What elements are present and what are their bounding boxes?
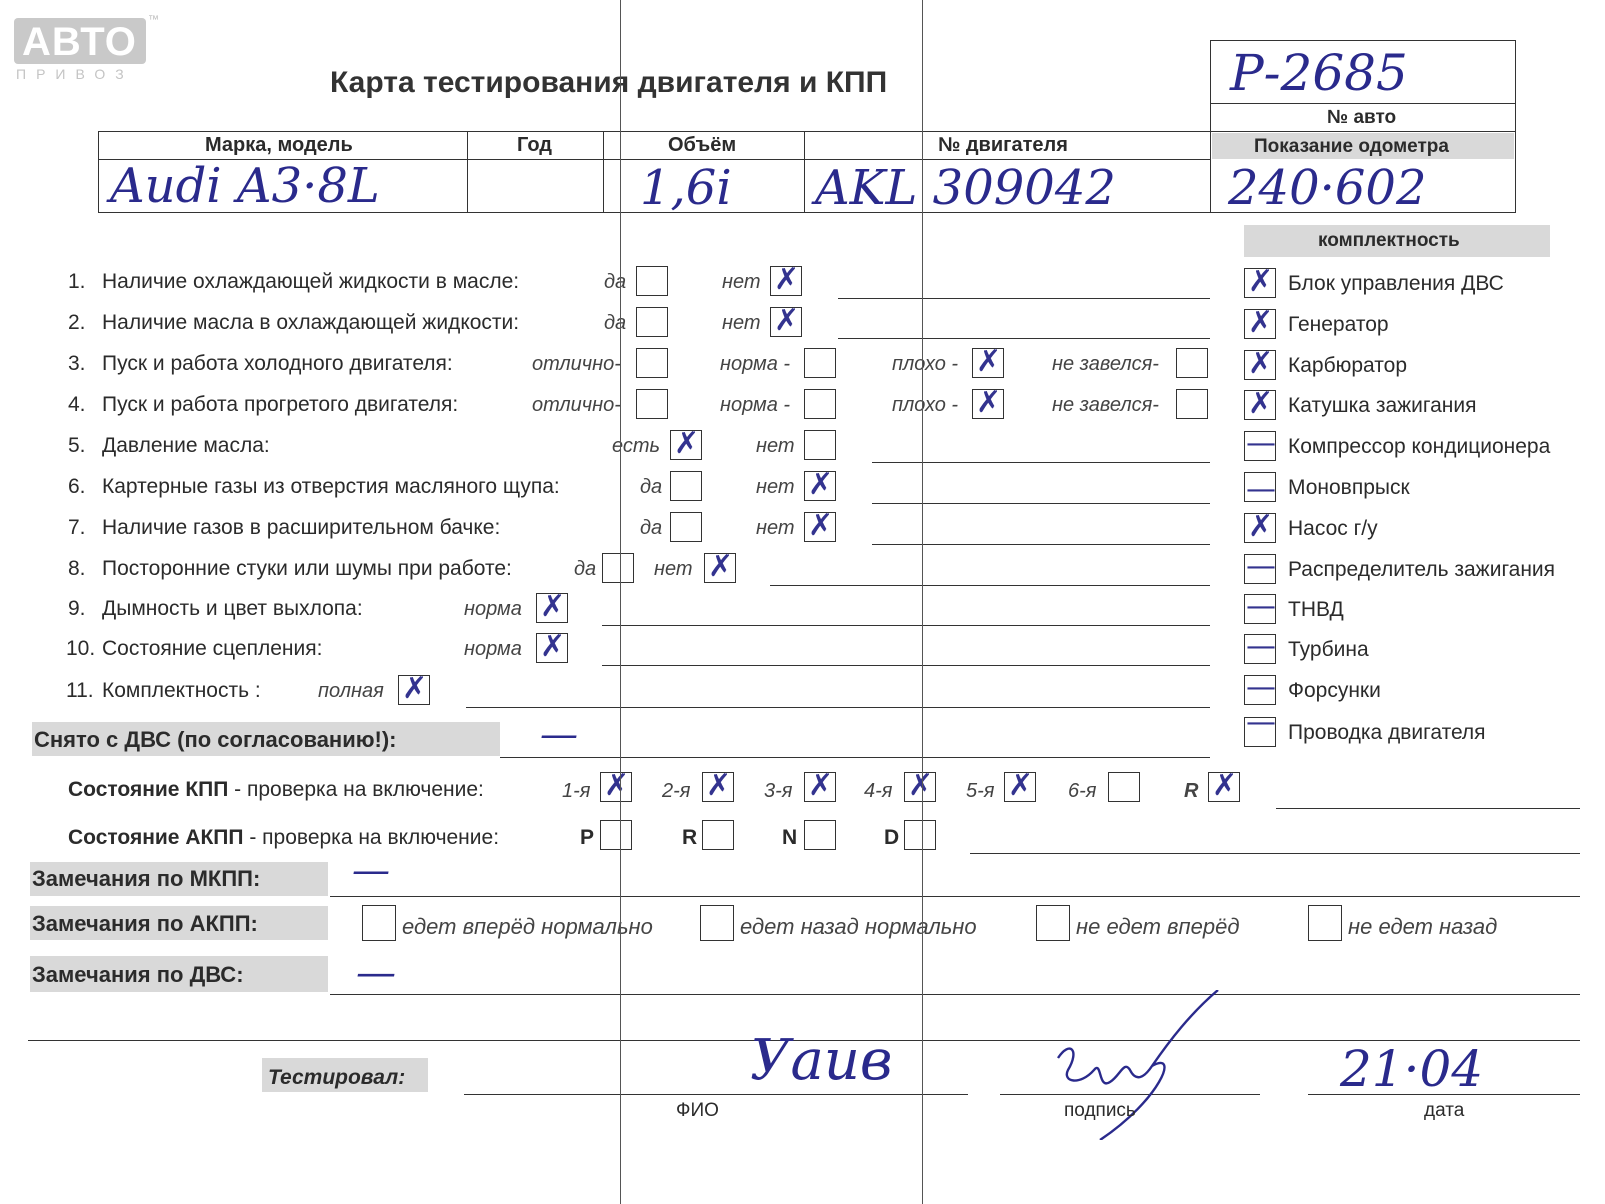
- check-1-mark2: ✗: [774, 262, 800, 297]
- check-2-num: 2.: [68, 311, 86, 334]
- comp-label-0: Блок управления ДВС: [1288, 272, 1504, 295]
- gear-box-5[interactable]: [1004, 768, 1036, 803]
- comp-box-4[interactable]: [1244, 426, 1276, 461]
- check-4-opt2: норма -: [720, 394, 791, 416]
- comp-label-3: Катушка зажигания: [1288, 394, 1477, 417]
- check-4-box3[interactable]: [972, 385, 1004, 420]
- check-6-opt2: нет: [756, 476, 795, 498]
- check-11-mark1: ✗: [402, 671, 428, 706]
- gear-label-1: 1-я: [562, 780, 591, 802]
- comp-mark-3: ✗: [1248, 386, 1274, 421]
- comp-label-4: Компрессор кондиционера: [1288, 435, 1551, 458]
- auto-number-value: Р-2685: [1230, 44, 1408, 102]
- comp-box-11[interactable]: [1244, 705, 1276, 747]
- comp-box-7[interactable]: [1244, 549, 1276, 584]
- comp-box-5[interactable]: [1244, 472, 1276, 507]
- completeness-title: комплектность: [1318, 230, 1460, 251]
- comp-mark-5: —: [1246, 472, 1276, 507]
- removed-value: —: [540, 712, 578, 756]
- gear-mark-1: ✗: [604, 768, 630, 803]
- comp-mark-2: ✗: [1248, 346, 1274, 381]
- check-5-opt2: нет: [756, 435, 795, 457]
- gear-mark-3: ✗: [808, 768, 834, 803]
- check-11-box1[interactable]: [398, 671, 430, 706]
- check-5-opt1: есть: [612, 435, 661, 457]
- gear-label-r: R: [1184, 780, 1199, 802]
- comp-box-2[interactable]: [1244, 346, 1276, 381]
- comp-box-9[interactable]: [1244, 629, 1276, 664]
- auto-number-label: № авто: [1327, 107, 1397, 128]
- comp-label-10: Форсунки: [1288, 679, 1381, 702]
- check-2-label: Наличие масла в охлаждающей жидкости:: [102, 311, 520, 334]
- akpp-box-p[interactable]: [600, 820, 632, 850]
- gear-label-5: 5-я: [966, 780, 995, 802]
- gear-box-4[interactable]: [904, 768, 936, 803]
- check-3-box3[interactable]: [972, 344, 1004, 379]
- year-label: Год: [517, 134, 552, 156]
- check-1-label: Наличие охлаждающей жидкости в масле:: [102, 270, 520, 293]
- comp-box-10[interactable]: [1244, 670, 1276, 705]
- akpp-label: [68, 826, 499, 850]
- gear-mark-2: ✗: [706, 768, 732, 803]
- check-5-label: Давление масла:: [102, 434, 270, 457]
- comp-box-0[interactable]: [1244, 264, 1276, 299]
- akpp-mode-d: D: [884, 826, 900, 849]
- check-1-opt2: нет: [722, 271, 761, 293]
- logo-sub: ПРИВОЗ: [16, 66, 134, 82]
- comp-label-2: Карбюратор: [1288, 354, 1408, 377]
- check-4-box1[interactable]: [636, 389, 668, 419]
- check-7-num: 7.: [68, 516, 86, 539]
- check-7-box1[interactable]: [670, 512, 702, 542]
- check-3-label: Пуск и работа холодного двигателя:: [102, 352, 453, 375]
- check-5-num: 5.: [68, 434, 86, 457]
- akpp-opt-2: не едет вперёд: [1076, 914, 1240, 939]
- check-10-num: 10.: [66, 637, 96, 660]
- check-1-num: 1.: [68, 270, 86, 293]
- check-10-label: Состояние сцепления:: [102, 637, 323, 660]
- check-7-opt1: да: [640, 517, 663, 539]
- akpp-mode-p: P: [580, 826, 595, 849]
- check-7-mark2: ✗: [808, 508, 834, 543]
- gear-label-2: 2-я: [662, 780, 691, 802]
- akpp-box-n[interactable]: [804, 820, 836, 850]
- comp-label-11: Проводка двигателя: [1288, 721, 1486, 744]
- comp-box-3[interactable]: [1244, 386, 1276, 421]
- check-3-opt1: отлично-: [532, 353, 621, 375]
- check-7-label: Наличие газов в расширительном бачке:: [102, 516, 501, 539]
- comp-label-9: Турбина: [1288, 638, 1369, 661]
- check-2-opt2: нет: [722, 312, 761, 334]
- akpp-label-bold: Состояние АКПП: [68, 826, 244, 849]
- check-3-num: 3.: [68, 352, 86, 375]
- check-9-mark1: ✗: [540, 589, 566, 624]
- akpp-opt-3: не едет назад: [1348, 914, 1498, 939]
- check-4-box4[interactable]: [1176, 389, 1208, 419]
- comp-label-6: Насос г/у: [1288, 517, 1378, 540]
- akpp-opt-box-3[interactable]: [1308, 905, 1342, 941]
- check-5-mark1: ✗: [674, 426, 700, 461]
- gear-label-4: 4-я: [864, 780, 893, 802]
- gearbox-label-rest: - проверка на включение:: [228, 778, 484, 801]
- check-2-box1[interactable]: [636, 307, 668, 337]
- akpp-opt-box-1[interactable]: [700, 905, 734, 941]
- date-value: 21·04: [1340, 1040, 1484, 1098]
- volume-value: 1,6i: [640, 160, 732, 216]
- comp-label-5: Моновпрыск: [1288, 476, 1410, 499]
- check-8-opt1: да: [574, 558, 597, 580]
- check-6-box1[interactable]: [670, 471, 702, 501]
- check-11-label: Комплектность :: [102, 679, 261, 702]
- gear-box-6[interactable]: [1108, 772, 1140, 802]
- akpp-opt-box-2[interactable]: [1036, 905, 1070, 941]
- remarks-dvs-value: —: [356, 950, 396, 996]
- akpp-opt-1: едет назад нормально: [740, 914, 977, 939]
- check-9-opt1: норма: [464, 598, 522, 620]
- logo: [14, 18, 146, 64]
- check-8-opt2: нет: [654, 558, 693, 580]
- gear-label-6: 6-я: [1068, 780, 1097, 802]
- comp-mark-0: ✗: [1248, 264, 1274, 299]
- removed-label: Снято с ДВС (по согласованию!):: [34, 727, 397, 752]
- comp-mark-10: —: [1246, 670, 1276, 705]
- gear-label-3: 3-я: [764, 780, 793, 802]
- odometer-value: 240·602: [1228, 160, 1427, 216]
- check-4-opt4: не завелся-: [1052, 394, 1159, 416]
- akpp-mode-n: N: [782, 826, 798, 849]
- check-4-mark3: ✗: [976, 385, 1002, 420]
- akpp-mode-r: R: [682, 826, 698, 849]
- comp-box-1[interactable]: [1244, 305, 1276, 340]
- check-10-mark1: ✗: [540, 629, 566, 664]
- page-title: Карта тестирования двигателя и КПП: [330, 66, 888, 99]
- comp-mark-4: —: [1246, 426, 1276, 461]
- remarks-mkpp-value: —: [352, 848, 390, 892]
- check-9-label: Дымность и цвет выхлопа:: [102, 597, 363, 620]
- gear-mark-5: ✗: [1008, 768, 1034, 803]
- engine-value: AKL 309042: [815, 160, 1116, 216]
- check-6-num: 6.: [68, 475, 86, 498]
- check-3-box4[interactable]: [1176, 348, 1208, 378]
- check-4-box2[interactable]: [804, 389, 836, 419]
- check-11-opt1: полная: [318, 680, 384, 702]
- check-8-mark2: ✗: [708, 549, 734, 584]
- check-3-opt2: норма -: [720, 353, 791, 375]
- remarks-dvs-label: Замечания по ДВС:: [32, 962, 244, 987]
- fold-line-right: [922, 0, 923, 1204]
- akpp-label-rest: - проверка на включение:: [243, 826, 500, 849]
- gear-box-2[interactable]: [702, 768, 734, 803]
- check-9-box1[interactable]: [536, 589, 568, 624]
- volume-label: Объём: [668, 134, 737, 156]
- remarks-mkpp-label: Замечания по МКПП:: [32, 866, 261, 891]
- check-5-box2[interactable]: [804, 430, 836, 460]
- check-4-num: 4.: [68, 393, 86, 416]
- comp-box-6[interactable]: [1244, 509, 1276, 544]
- brand-value: Audi A3·8L: [110, 158, 380, 214]
- comp-mark-6: ✗: [1248, 509, 1274, 544]
- odometer-label: Показание одометра: [1254, 136, 1449, 157]
- comp-mark-8: —: [1246, 589, 1276, 624]
- engine-label: № двигателя: [938, 134, 1068, 156]
- remarks-akpp-label: Замечания по АКПП:: [32, 911, 258, 936]
- gearbox-label-bold: Состояние КПП: [68, 778, 229, 801]
- check-1-opt1: да: [604, 271, 627, 293]
- comp-label-8: ТНВД: [1288, 598, 1344, 621]
- akpp-opt-box-0[interactable]: [362, 905, 396, 941]
- check-3-opt3: плохо -: [892, 353, 959, 375]
- check-6-label: Картерные газы из отверстия масляного щупа:: [102, 475, 560, 498]
- check-4-opt1: отлично-: [532, 394, 621, 416]
- fold-line-left: [620, 0, 621, 1204]
- date-label: дата: [1424, 1100, 1465, 1121]
- akpp-box-r[interactable]: [702, 820, 734, 850]
- gear-box-3[interactable]: [804, 768, 836, 803]
- comp-box-8[interactable]: [1244, 589, 1276, 624]
- check-6-opt1: да: [640, 476, 663, 498]
- check-5-box1[interactable]: [670, 426, 702, 461]
- check-6-box2[interactable]: [804, 467, 836, 502]
- check-10-box1[interactable]: [536, 629, 568, 664]
- logo-main: АВТО: [22, 20, 137, 64]
- comp-label-7: Распределитель зажигания: [1288, 558, 1556, 581]
- check-4-opt3: плохо -: [892, 394, 959, 416]
- check-7-opt2: нет: [756, 517, 795, 539]
- check-2-opt1: да: [604, 312, 627, 334]
- check-7-box2[interactable]: [804, 508, 836, 543]
- logo-tm: ™: [148, 14, 159, 26]
- gear-mark-r: ✗: [1212, 768, 1238, 803]
- gearbox-label: [68, 778, 484, 802]
- check-6-mark2: ✗: [808, 467, 834, 502]
- check-3-mark3: ✗: [976, 344, 1002, 379]
- name-label: ФИО: [676, 1100, 719, 1121]
- check-4-label: Пуск и работа прогретого двигателя:: [102, 393, 459, 416]
- check-10-opt1: норма: [464, 638, 522, 660]
- akpp-opt-0: едет вперёд нормально: [402, 914, 653, 939]
- gear-mark-4: ✗: [908, 768, 934, 803]
- brand-label: Марка, модель: [205, 134, 353, 156]
- check-3-box2[interactable]: [804, 348, 836, 378]
- check-8-label: Посторонние стуки или шумы при работе:: [102, 557, 512, 580]
- comp-mark-11: —: [1246, 705, 1276, 740]
- gear-box-1[interactable]: [600, 768, 632, 803]
- check-11-num: 11.: [66, 679, 94, 702]
- check-2-box2[interactable]: [770, 303, 802, 338]
- check-3-box1[interactable]: [636, 348, 668, 378]
- akpp-box-d[interactable]: [904, 820, 936, 850]
- check-3-opt4: не завелся-: [1052, 353, 1159, 375]
- tested-label: Тестировал:: [268, 1066, 406, 1089]
- check-9-num: 9.: [68, 597, 86, 620]
- comp-mark-9: —: [1246, 629, 1276, 664]
- check-1-box1[interactable]: [636, 266, 668, 296]
- comp-label-1: Генератор: [1288, 313, 1389, 336]
- check-2-mark2: ✗: [774, 303, 800, 338]
- gear-box-r[interactable]: [1208, 768, 1240, 803]
- tester-name-value: Уаив: [750, 1028, 893, 1093]
- check-8-num: 8.: [68, 557, 86, 580]
- signature-label: подпись: [1064, 1100, 1136, 1121]
- comp-mark-1: ✗: [1248, 305, 1274, 340]
- comp-mark-7: —: [1246, 549, 1276, 584]
- check-8-box1[interactable]: [602, 553, 634, 583]
- check-1-box2[interactable]: [770, 262, 802, 297]
- check-8-box2[interactable]: [704, 549, 736, 584]
